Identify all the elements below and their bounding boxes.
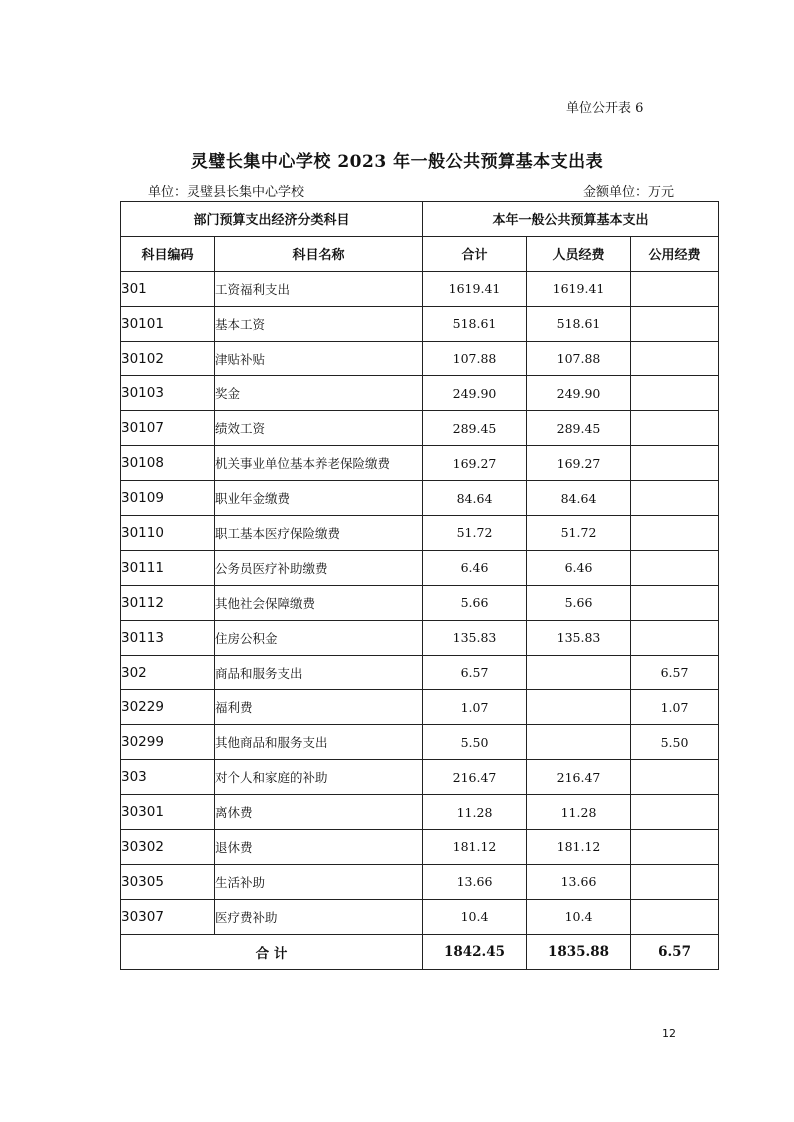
cell-public [631, 864, 719, 899]
cell-code: 301 [121, 271, 215, 306]
header-row [121, 236, 719, 271]
total-label: 合 计 [121, 934, 423, 969]
table-row [121, 864, 719, 899]
cell-personnel: 107.88 [527, 341, 631, 376]
table-row [121, 620, 719, 655]
cell-personnel: 518.61 [527, 306, 631, 341]
header-group-right: 本年一般公共预算基本支出 [423, 202, 719, 237]
cell-code: 30229 [121, 690, 215, 725]
cell-personnel: 181.12 [527, 830, 631, 865]
table-row [121, 585, 719, 620]
cell-public [631, 516, 719, 551]
cell-public [631, 620, 719, 655]
cell-name: 公务员医疗补助缴费 [215, 550, 423, 585]
cell-total: 10.4 [423, 899, 527, 934]
cell-total: 518.61 [423, 306, 527, 341]
cell-code: 30103 [121, 376, 215, 411]
cell-name: 退休费 [215, 830, 423, 865]
cell-public [631, 585, 719, 620]
cell-personnel: 135.83 [527, 620, 631, 655]
cell-personnel: 5.66 [527, 585, 631, 620]
cell-code: 30307 [121, 899, 215, 934]
cell-public [631, 830, 719, 865]
table-row [121, 795, 719, 830]
cell-total: 1.07 [423, 690, 527, 725]
cell-personnel: 11.28 [527, 795, 631, 830]
cell-personnel: 51.72 [527, 516, 631, 551]
cell-name: 其他社会保障缴费 [215, 585, 423, 620]
table-row [121, 271, 719, 306]
cell-code: 30108 [121, 446, 215, 481]
cell-public [631, 376, 719, 411]
cell-total: 84.64 [423, 481, 527, 516]
cell-name: 绩效工资 [215, 411, 423, 446]
cell-code: 30110 [121, 516, 215, 551]
table-body [121, 271, 719, 934]
cell-name: 职业年金缴费 [215, 481, 423, 516]
page-title: 灵璧长集中心学校 2023 年一般公共预算基本支出表 [190, 152, 604, 172]
table-row [121, 516, 719, 551]
cell-public: 5.50 [631, 725, 719, 760]
cell-code: 30113 [121, 620, 215, 655]
table-row [121, 481, 719, 516]
cell-total: 181.12 [423, 830, 527, 865]
cell-code: 30302 [121, 830, 215, 865]
cell-name: 机关事业单位基本养老保险缴费 [215, 446, 423, 481]
table-row [121, 550, 719, 585]
cell-public [631, 795, 719, 830]
cell-public [631, 760, 719, 795]
cell-total: 51.72 [423, 516, 527, 551]
cell-code: 30101 [121, 306, 215, 341]
header-public: 公用经费 [631, 236, 719, 271]
cell-name: 住房公积金 [215, 620, 423, 655]
cell-code: 302 [121, 655, 215, 690]
cell-public [631, 446, 719, 481]
total-amount: 1842.45 [423, 934, 527, 969]
cell-total: 6.46 [423, 550, 527, 585]
cell-name: 离休费 [215, 795, 423, 830]
table-row [121, 690, 719, 725]
table-row [121, 306, 719, 341]
cell-total: 216.47 [423, 760, 527, 795]
cell-total: 6.57 [423, 655, 527, 690]
cell-public [631, 550, 719, 585]
cell-name: 其他商品和服务支出 [215, 725, 423, 760]
cell-total: 289.45 [423, 411, 527, 446]
cell-code: 30111 [121, 550, 215, 585]
cell-name: 津贴补贴 [215, 341, 423, 376]
cell-public [631, 271, 719, 306]
cell-personnel: 249.90 [527, 376, 631, 411]
cell-total: 5.66 [423, 585, 527, 620]
total-public: 6.57 [631, 934, 719, 969]
cell-name: 奖金 [215, 376, 423, 411]
header-personnel: 人员经费 [527, 236, 631, 271]
cell-personnel [527, 725, 631, 760]
cell-personnel: 10.4 [527, 899, 631, 934]
total-personnel: 1835.88 [527, 934, 631, 969]
cell-total: 13.66 [423, 864, 527, 899]
cell-code: 30109 [121, 481, 215, 516]
table-number: 单位公开表 6 [566, 101, 644, 116]
cell-code: 303 [121, 760, 215, 795]
cell-public: 1.07 [631, 690, 719, 725]
cell-public [631, 306, 719, 341]
cell-name: 职工基本医疗保险缴费 [215, 516, 423, 551]
cell-public [631, 411, 719, 446]
cell-name: 生活补助 [215, 864, 423, 899]
amount-unit: 金额单位：万元 [583, 185, 675, 200]
cell-total: 107.88 [423, 341, 527, 376]
cell-name: 福利费 [215, 690, 423, 725]
cell-public [631, 481, 719, 516]
cell-name: 基本工资 [215, 306, 423, 341]
header-total: 合计 [423, 236, 527, 271]
header-group-left: 部门预算支出经济分类科目 [121, 202, 423, 237]
page-number: 12 [662, 1027, 676, 1040]
cell-code: 30299 [121, 725, 215, 760]
cell-personnel: 216.47 [527, 760, 631, 795]
cell-personnel [527, 655, 631, 690]
cell-code: 30107 [121, 411, 215, 446]
table-row [121, 341, 719, 376]
cell-personnel: 289.45 [527, 411, 631, 446]
cell-personnel: 169.27 [527, 446, 631, 481]
cell-name: 对个人和家庭的补助 [215, 760, 423, 795]
table-row [121, 760, 719, 795]
cell-code: 30112 [121, 585, 215, 620]
table-row [121, 376, 719, 411]
cell-code: 30301 [121, 795, 215, 830]
budget-table [120, 201, 719, 970]
cell-public: 6.57 [631, 655, 719, 690]
cell-name: 医疗费补助 [215, 899, 423, 934]
cell-public [631, 899, 719, 934]
cell-personnel: 84.64 [527, 481, 631, 516]
table-row [121, 725, 719, 760]
cell-total: 169.27 [423, 446, 527, 481]
cell-personnel: 1619.41 [527, 271, 631, 306]
total-row [121, 934, 719, 969]
cell-personnel [527, 690, 631, 725]
cell-personnel: 6.46 [527, 550, 631, 585]
cell-name: 工资福利支出 [215, 271, 423, 306]
cell-code: 30102 [121, 341, 215, 376]
cell-name: 商品和服务支出 [215, 655, 423, 690]
table-row [121, 899, 719, 934]
cell-public [631, 341, 719, 376]
cell-total: 11.28 [423, 795, 527, 830]
table-row [121, 655, 719, 690]
unit-name: 单位：灵璧县长集中心学校 [148, 185, 305, 200]
cell-total: 5.50 [423, 725, 527, 760]
header-code: 科目编码 [121, 236, 215, 271]
header-name: 科目名称 [215, 236, 423, 271]
cell-personnel: 13.66 [527, 864, 631, 899]
header-group-row [121, 202, 719, 237]
cell-total: 1619.41 [423, 271, 527, 306]
cell-total: 135.83 [423, 620, 527, 655]
cell-code: 30305 [121, 864, 215, 899]
table-row [121, 411, 719, 446]
table-row [121, 446, 719, 481]
cell-total: 249.90 [423, 376, 527, 411]
table-row [121, 830, 719, 865]
